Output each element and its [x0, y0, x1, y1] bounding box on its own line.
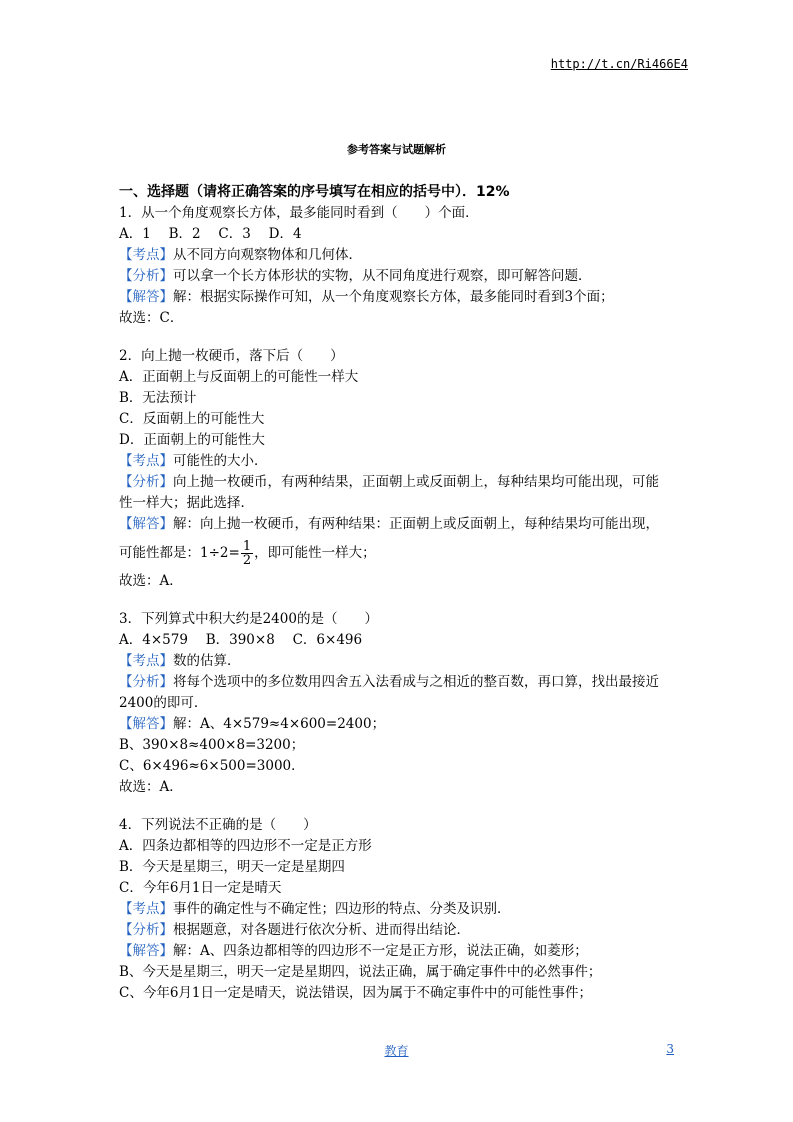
q3-kaodian	[119, 651, 679, 672]
page-number[interactable]: 3	[666, 1042, 674, 1056]
q2-kaodian-text: 可能性的大小．	[173, 453, 268, 469]
q4-option-b: B．今天是星期三，明天一定是星期四	[119, 859, 345, 875]
q3-jieda	[119, 714, 679, 735]
footer-link[interactable]: 教育	[384, 1044, 409, 1058]
q3-line-c: C、6×496≈6×500=3000．	[119, 758, 305, 774]
q1-jieda-text: 解：根据实际操作可知，从一个角度观察长方体，最多能同时看到3个面；	[173, 289, 614, 305]
fenxi-label: 【分析】	[119, 474, 173, 490]
document-body	[119, 181, 679, 1004]
kaodian-label: 【考点】	[119, 453, 173, 469]
spacer	[119, 329, 679, 346]
q4-jieda-text: 解：A、四条边都相等的四边形不一定是正方形，说法正确，如菱形；	[173, 943, 588, 959]
q1-stem: 1．从一个角度观察长方体，最多能同时看到（ ）个面．	[119, 205, 479, 221]
q2-jieda-post: ，即可能性一样大；	[254, 545, 376, 561]
jieda-label: 【解答】	[119, 516, 173, 532]
section-heading: 一、选择题（请将正确答案的序号填写在相应的括号中）．12%	[119, 184, 510, 200]
fenxi-label: 【分析】	[119, 922, 173, 938]
q2-stem: 2．向上抛一枚硬币，落下后（ ）	[119, 348, 344, 364]
kaodian-label: 【考点】	[119, 901, 173, 917]
jieda-label: 【解答】	[119, 943, 173, 959]
q2-fenxi-cont: 性一样大；据此选择．	[119, 495, 254, 511]
fenxi-label: 【分析】	[119, 268, 173, 284]
q2-option-a: A．正面朝上与反面朝上的可能性一样大	[119, 369, 359, 385]
q1-answer: 故选：C．	[119, 310, 184, 326]
q3-line-b: B、390×8≈400×8=3200；	[119, 737, 305, 753]
q1-options: A．1 B．2 C．3 D．4	[119, 226, 302, 242]
q3-options: A．4×579 B．390×8 C．6×496	[119, 632, 363, 648]
q4-stem: 4．下列说法不正确的是（ ）	[119, 817, 317, 833]
q1-kaodian	[119, 245, 679, 266]
jieda-label: 【解答】	[119, 289, 173, 305]
q4-option-c: C．今年6月1日一定是晴天	[119, 880, 282, 896]
q2-fenxi	[119, 472, 679, 493]
q2-option-b: B．无法预计	[119, 390, 197, 406]
fraction-numerator: 1	[242, 539, 252, 554]
fenxi-label: 【分析】	[119, 674, 173, 690]
jieda-label: 【解答】	[119, 716, 173, 732]
fraction-one-half	[241, 540, 253, 567]
q3-fenxi	[119, 672, 679, 693]
q3-fenxi-text: 将每个选项中的多位数用四舍五入法看成与之相近的整百数，再口算，找出最接近	[173, 674, 659, 690]
q3-stem: 3．下列算式中积大约是2400的是（ ）	[119, 611, 378, 627]
q2-fenxi-text: 向上抛一枚硬币，有两种结果，正面朝上或反面朝上，每种结果均可能出现，可能	[173, 474, 659, 490]
q2-jieda-text: 解：向上抛一枚硬币，有两种结果：正面朝上或反面朝上，每种结果均可能出现，	[173, 516, 659, 532]
document-title: 参考答案与试题解析	[347, 143, 446, 156]
q4-fenxi-text: 根据题意，对各题进行依次分析、进而得出结论．	[173, 922, 470, 938]
kaodian-label: 【考点】	[119, 247, 173, 263]
q4-line-b: B、今天是星期三，明天一定是星期四，说法正确，属于确定事件中的必然事件；	[119, 964, 602, 980]
q3-fenxi-cont: 2400的即可．	[119, 695, 208, 711]
q4-kaodian	[119, 899, 679, 920]
q4-kaodian-text: 事件的确定性与不确定性；四边形的特点、分类及识别．	[173, 901, 511, 917]
q4-fenxi	[119, 920, 679, 941]
spacer	[119, 798, 679, 815]
q2-option-c: C．反面朝上的可能性大	[119, 411, 265, 427]
q1-fenxi	[119, 266, 679, 287]
q4-line-c: C、今年6月1日一定是晴天，说法错误，因为属于不确定事件中的可能性事件；	[119, 985, 593, 1001]
q3-jieda-text: 解：A、4×579≈4×600=2400；	[173, 716, 386, 732]
q2-jieda-pre: 可能性都是：1÷2=	[119, 545, 240, 561]
q2-answer: 故选：A．	[119, 573, 183, 589]
q1-jieda	[119, 287, 679, 308]
q3-answer: 故选：A．	[119, 779, 183, 795]
fraction-denominator: 2	[242, 553, 252, 568]
q2-option-d: D．正面朝上的可能性大	[119, 432, 265, 448]
q1-fenxi-text: 可以拿一个长方体形状的实物，从不同角度进行观察，即可解答问题．	[173, 268, 592, 284]
q2-jieda-cont	[119, 535, 679, 571]
q1-kaodian-text: 从不同方向观察物体和几何体．	[173, 247, 362, 263]
q3-kaodian-text: 数的估算．	[173, 653, 241, 669]
q4-jieda	[119, 941, 679, 962]
q2-kaodian	[119, 451, 679, 472]
kaodian-label: 【考点】	[119, 653, 173, 669]
spacer	[119, 592, 679, 609]
q2-jieda	[119, 514, 679, 535]
q4-option-a: A．四条边都相等的四边形不一定是正方形	[119, 838, 372, 854]
header-url-link[interactable]: http://t.cn/Ri466E4	[550, 57, 688, 71]
